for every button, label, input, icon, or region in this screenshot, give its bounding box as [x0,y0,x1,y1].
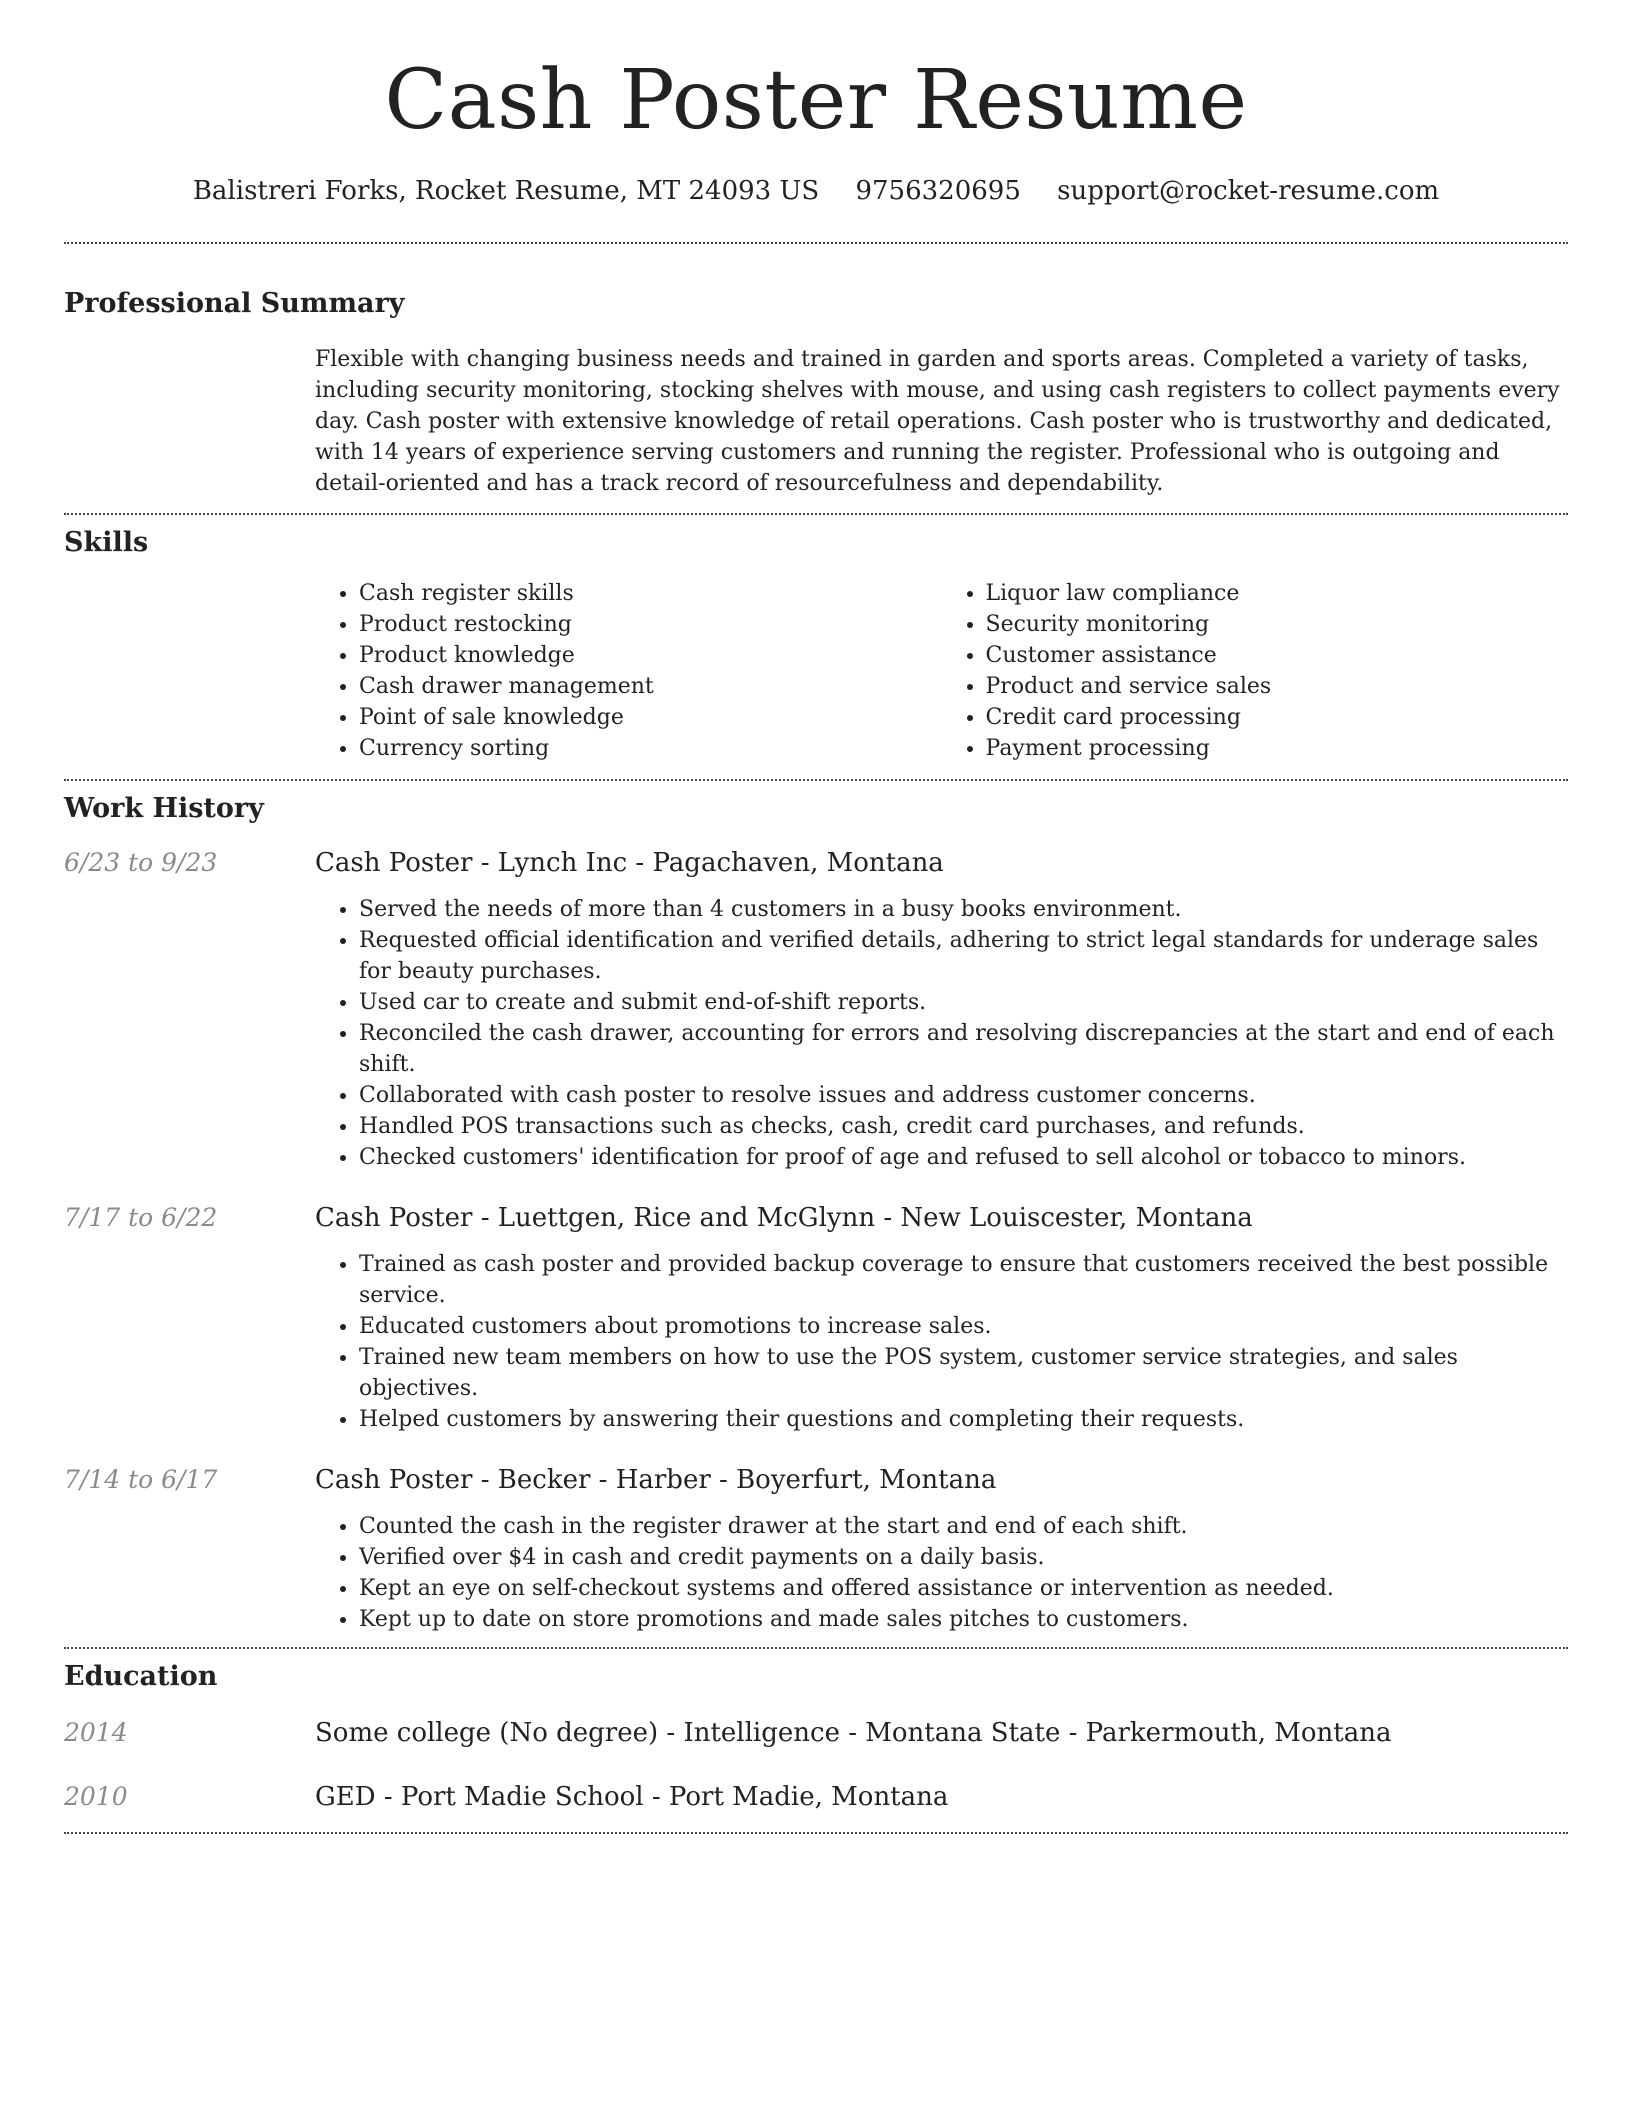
job-bullet: • Served the needs of more than 4 customers in a busy books environment. [359,894,1568,925]
job-bullet: • Reconciled the cash drawer, accounting for errors and resolving discrepancies at the start and end of each shift. [359,1018,1568,1080]
divider [64,1832,1568,1834]
education-year: 2014 [64,1718,128,1748]
job-bullet: • Kept an eye on self-checkout systems and offered assistance or intervention as needed. [359,1573,1568,1604]
job-dates: 6/23 to 9/23 [64,848,218,878]
job-entry [64,1465,1568,1635]
skill-item: • Product restocking [359,609,942,640]
section-title-summary: Professional Summary [64,288,405,320]
job-bullet: • Used car to create and submit end-of-shift reports. [359,987,1568,1018]
skills-list-left [315,578,942,764]
divider [64,513,1568,515]
phone: 9756320695 [855,176,1021,207]
job-bullet: • Educated customers about promotions to increase sales. [359,1311,1568,1342]
section-title-skills: Skills [64,527,149,559]
education-entry [64,1782,1568,1812]
skill-item: • Product and service sales [986,671,1569,702]
skill-item: • Liquor law compliance [986,578,1569,609]
summary-section [64,288,1568,499]
job-bullet: • Requested official identification and verified details, adhering to strict legal standards for underage sales for beauty purchases. [359,925,1568,987]
skills-list-right [942,578,1569,764]
divider [64,779,1568,781]
job-entry [64,848,1568,1173]
job-dates: 7/17 to 6/22 [64,1203,218,1233]
section-title-education: Education [64,1661,218,1693]
job-bullet: • Kept up to date on store promotions and made sales pitches to customers. [359,1604,1568,1635]
job-bullet: • Handled POS transactions such as checks, cash, credit card purchases, and refunds. [359,1111,1568,1142]
education-entry [64,1718,1568,1748]
section-title-work: Work History [64,793,264,825]
divider [64,1647,1568,1649]
job-title: Cash Poster - Luettgen, Rice and McGlynn - New Louiscester, Montana [315,1203,1253,1234]
email: support@rocket-resume.com [1057,176,1440,207]
job-bullet: • Counted the cash in the register drawer at the start and end of each shift. [359,1511,1568,1542]
job-bullet: • Verified over $4 in cash and credit payments on a daily basis. [359,1542,1568,1573]
job-bullet: • Checked customers' identification for proof of age and refused to sell alcohol or tobacco to minors. [359,1142,1568,1173]
work-history-section [64,793,1568,1635]
contact-line [64,176,1568,206]
skill-item: • Point of sale knowledge [359,702,942,733]
job-bullet: • Collaborated with cash poster to resolve issues and address customer concerns. [359,1080,1568,1111]
job-title: Cash Poster - Becker - Harber - Boyerfurt, Montana [315,1465,997,1496]
resume-title: Cash Poster Resume [384,53,1248,148]
education-section [64,1661,1568,1812]
job-bullet: • Trained as cash poster and provided backup coverage to ensure that customers received the best possible service. [359,1249,1568,1311]
skill-item: • Security monitoring [986,609,1569,640]
skill-item: • Payment processing [986,733,1569,764]
summary-text: Flexible with changing business needs and trained in garden and sports areas. Completed a variety of tasks, including security monitoring, stocking shelves with mouse, and using cash registers to collect payments every day. Cash poster with extensive knowledge of retail operations. Cash poster who is trustworthy and dedicated, with 14 years of experience serving customers and running the register. Professional who is outgoing and detail-oriented and has a track record of resourcefulness and dependability. [315,347,1560,497]
divider [64,242,1568,244]
job-title: Cash Poster - Lynch Inc - Pagachaven, Montana [315,848,944,879]
job-bullet: • Trained new team members on how to use the POS system, customer service strategies, and sales objectives. [359,1342,1568,1404]
skill-item: • Cash register skills [359,578,942,609]
job-dates: 7/14 to 6/17 [64,1465,218,1495]
skill-item: • Customer assistance [986,640,1569,671]
skill-item: • Cash drawer management [359,671,942,702]
job-bullet: • Helped customers by answering their questions and completing their requests. [359,1404,1568,1435]
job-bullets [315,1249,1568,1435]
job-entry [64,1203,1568,1435]
address: Balistreri Forks, Rocket Resume, MT 24093 US [192,176,820,207]
job-bullets [315,894,1568,1173]
job-bullets [315,1511,1568,1635]
skill-item: • Product knowledge [359,640,942,671]
education-title: GED - Port Madie School - Port Madie, Montana [315,1782,949,1813]
education-year: 2010 [64,1782,128,1812]
education-title: Some college (No degree) - Intelligence - Montana State - Parkermouth, Montana [315,1718,1392,1749]
skill-item: • Credit card processing [986,702,1569,733]
skills-section [64,527,1568,764]
skill-item: • Currency sorting [359,733,942,764]
